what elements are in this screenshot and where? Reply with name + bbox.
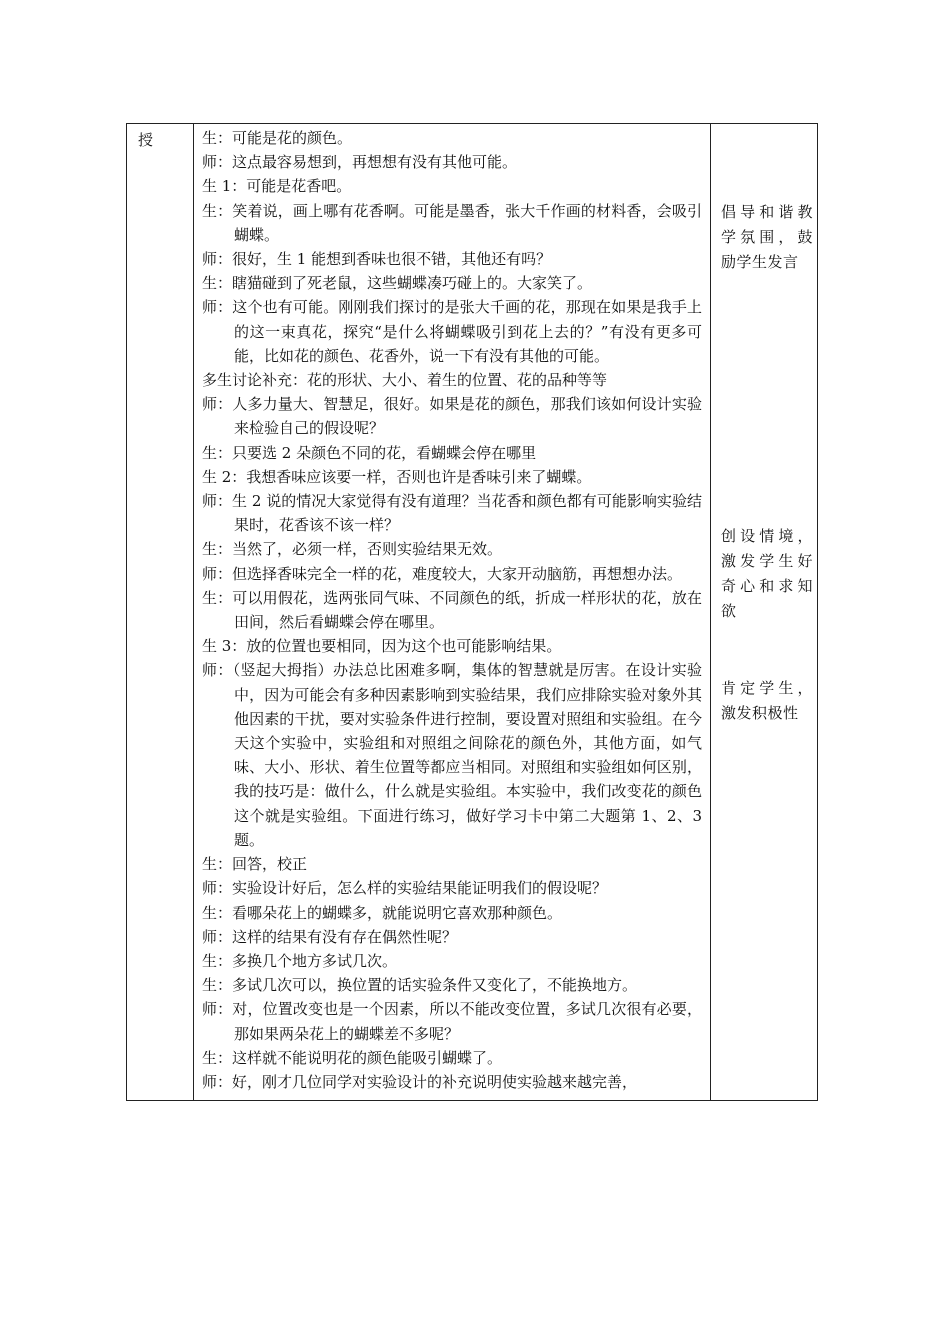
dialogue-line: 生：瞎猫碰到了死老鼠，这些蝴蝶凑巧碰上的。大家笑了。 — [202, 274, 593, 293]
dialogue-line: 师：（竖起大拇指）办法总比困难多啊，集体的智慧就是厉害。在设计实验中，因为可能会有多种因素影响到实验结果，我们应排除实验对象外其他因素的干扰，要对实验条件进行控制，要设置对照组和实验组。在今天这个实验中，实验组和对照组之间除花的颜色外，其他方面，如气味、大小、形状、着生位置等都应当相同。对照组和实验组如何区别，我的技巧是：做什么，什么就是实验组。本实验中，我们改变花的颜色这个就是实验组。下面进行练习，做好学习卡中第二大题第 1、2、3 题。 — [202, 661, 702, 849]
dialogue-line: 师：但选择香味完全一样的花，难度较大，大家开动脑筋，再想想办法。 — [202, 564, 683, 583]
dialogue-list — [194, 124, 710, 1100]
lesson-plan-table — [126, 123, 818, 1101]
design-intent-note: 倡导和谐教学氛围，鼓励学生发言 — [721, 203, 813, 271]
dialogue-line: 师：人多力量大、智慧足，很好。如果是花的颜色，那我们该如何设计实验来检验自己的假设呢？ — [202, 395, 702, 438]
dialogue-line: 师：好，刚才几位同学对实验设计的补充说明使实验越来越完善， — [202, 1072, 638, 1091]
dialogue-line: 师：对，位置改变也是一个因素，所以不能改变位置，多试几次很有必要，那如果两朵花上的蝴蝶差不多呢？ — [202, 1000, 702, 1043]
dialogue-line: 生：可能是花的颜色。 — [202, 129, 353, 147]
stage-cell — [127, 124, 194, 1101]
dialogue-line: 生：回答，校正 — [202, 855, 308, 874]
dialogue-line: 生：当然了，必须一样，否则实验结果无效。 — [202, 540, 503, 559]
stage-label: 授 — [138, 131, 154, 149]
dialogue-line: 生：这样就不能说明花的颜色能吸引蝴蝶了。 — [202, 1048, 503, 1067]
dialogue-line: 师：这点最容易想到，再想想有没有其他可能。 — [202, 153, 518, 172]
design-intent-note: 肯定学生，激发积极性 — [721, 679, 813, 722]
dialogue-line: 师：实验设计好后，怎么样的实验结果能证明我们的假设呢？ — [202, 879, 608, 898]
design-intent-note: 创设情境，激发学生好奇心和求知欲 — [721, 527, 813, 620]
dialogue-line: 生：可以用假花，选两张同气味、不同颜色的纸，折成一样形状的花，放在田间，然后看蝴蝶会停在哪里。 — [202, 588, 702, 632]
dialogue-line: 生 3：放的位置也要相同，因为这个也可能影响结果。 — [202, 637, 562, 656]
dialogue-line: 生 1：可能是花香吧。 — [202, 177, 352, 196]
dialogue-line: 师：这个也有可能。刚刚我们探讨的是张大千画的花，那现在如果是我手上的这一束真花，探究“是什么将蝴蝶吸引到花上去的？”有没有更多可能，比如花的颜色、花香外，说一下有没有其他的可能。 — [202, 298, 702, 365]
dialogue-line: 师：生 2 说的情况大家觉得有没有道理？当花香和颜色都有可能影响实验结果时，花香该不该一样？ — [202, 492, 702, 535]
dialogue-line: 师：这样的结果有没有存在偶然性呢？ — [202, 927, 458, 946]
dialogue-line: 生：多试几次可以，换位置的话实验条件又变化了，不能换地方。 — [202, 976, 638, 995]
dialogue-line: 生：多换几个地方多试几次。 — [202, 951, 398, 970]
dialogue-cell — [194, 124, 711, 1101]
table-row — [127, 124, 818, 1101]
dialogue-line: 师：很好，生 1 能想到香味也很不错，其他还有吗？ — [202, 250, 552, 269]
dialogue-line: 生 2：我想香味应该要一样，否则也许是香味引来了蝴蝶。 — [202, 467, 592, 486]
dialogue-line: 生：笑着说，画上哪有花香啊。可能是墨香，张大千作画的材料香，会吸引蝴蝶。 — [202, 201, 702, 244]
dialogue-line: 多生讨论补充：花的形状、大小、着生的位置、花的品种等等 — [202, 371, 608, 390]
dialogue-line: 生：看哪朵花上的蝴蝶多，就能说明它喜欢那种颜色。 — [202, 903, 563, 922]
dialogue-line: 生：只要选 2 朵颜色不同的花，看蝴蝶会停在哪里 — [202, 443, 537, 462]
notes-cell — [711, 124, 818, 1101]
